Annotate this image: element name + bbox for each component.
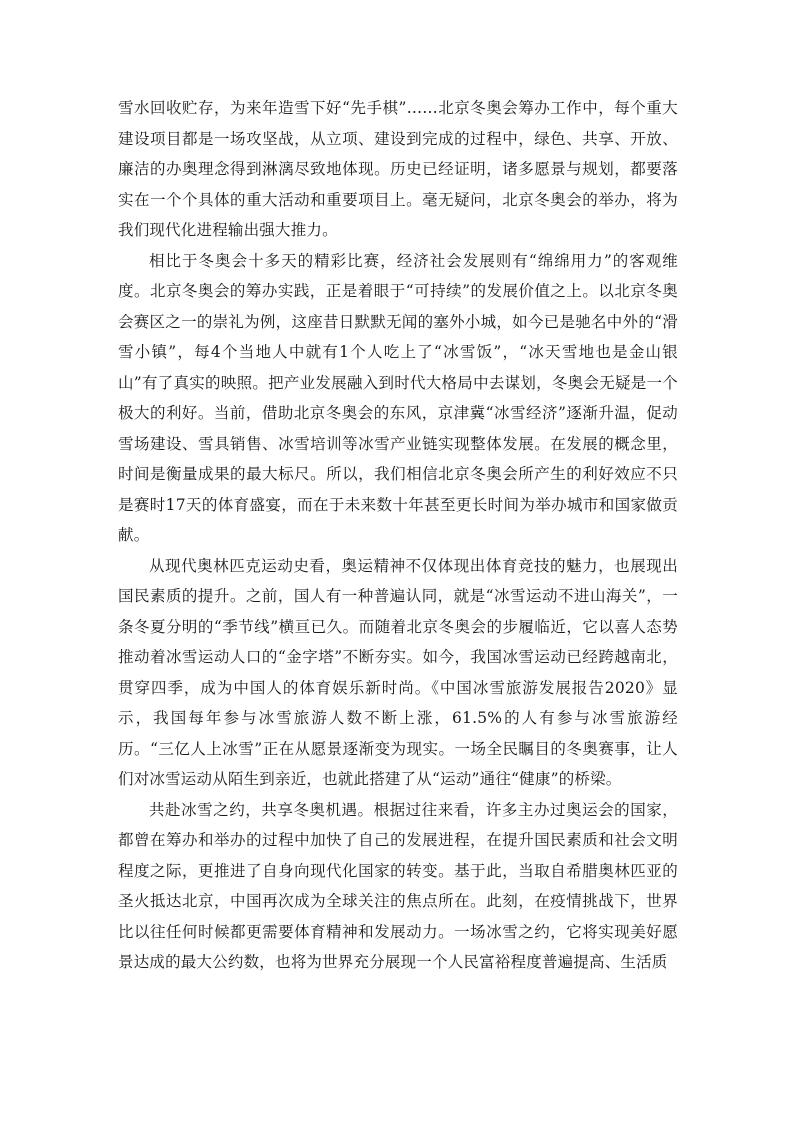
document-body bbox=[118, 93, 678, 978]
paragraph-4: 共赴冰雪之约，共享冬奥机遇。根据过往来看，许多主办过奥运会的国家，都曾在筹办和举办的过程中加快了自己的发展进程，在提升国民素质和社会文明程度之际，更推进了自身向现代化国家的转变。基于此，当取自希腊奥林匹亚的圣火抵达北京，中国再次成为全球关注的焦点所在。此刻，在疫情挑战下，世界比以往任何时候都更需要体育精神和发展动力。一场冰雪之约，它将实现美好愿景达成的最大公约数，也将为世界充分展现一个人民富裕程度普遍提高、生活质 bbox=[118, 800, 678, 971]
paragraph-3: 从现代奥林匹克运动史看，奥运精神不仅体现出体育竞技的魅力，也展现出国民素质的提升。之前，国人有一种普遍认同，就是“冰雪运动不进山海关”，一条冬夏分明的“季节线”横亘已久。而随着北京冬奥会的步履临近，它以喜人态势推动着冰雪运动人口的“金字塔”不断夯实。如今，我国冰雪运动已经跨越南北，贯穿四季，成为中国人的体育娱乐新时尚。《中国冰雪旅游发展报告2020》显示，我国每年参与冰雪旅游人数不断上涨，61.5%的人有参与冰雪旅游经历。“三亿人上冰雪”正在从愿景逐渐变为现实。一场全民瞩目的冬奥赛事，让人们对冰雪运动从陌生到亲近，也就此搭建了从“运动”通往“健康”的桥梁。 bbox=[118, 556, 678, 788]
paragraph-2: 相比于冬奥会十多天的精彩比赛，经济社会发展则有“绵绵用力”的客观维度。北京冬奥会的筹办实践，正是着眼于“可持续”的发展价值之上。以北京冬奥会赛区之一的崇礼为例，这座昔日默默无闻的塞外小城，如今已是驰名中外的“滑雪小镇”，每4个当地人中就有1个人吃上了“冰雪饭”，“冰天雪地也是金山银山”有了真实的映照。把产业发展融入到时代大格局中去谋划，冬奥会无疑是一个极大的利好。当前，借助北京冬奥会的东风，京津冀“冰雪经济”逐渐升温，促动雪场建设、雪具销售、冰雪培训等冰雪产业链实现整体发展。在发展的概念里，时间是衡量成果的最大标尺。所以，我们相信北京冬奥会所产生的利好效应不只是赛时17天的体育盛宴，而在于未来数十年甚至更长时间为举办城市和国家做贡献。 bbox=[118, 251, 678, 544]
paragraph-1: 雪水回收贮存，为来年造雪下好“先手棋”……北京冬奥会筹办工作中，每个重大建设项目都是一场攻坚战，从立项、建设到完成的过程中，绿色、共享、开放、廉洁的办奥理念得到淋漓尽致地体现。历史已经证明，诸多愿景与规划，都要落实在一个个具体的重大活动和重要项目上。毫无疑问，北京冬奥会的举办，将为我们现代化进程输出强大推力。 bbox=[118, 99, 678, 239]
